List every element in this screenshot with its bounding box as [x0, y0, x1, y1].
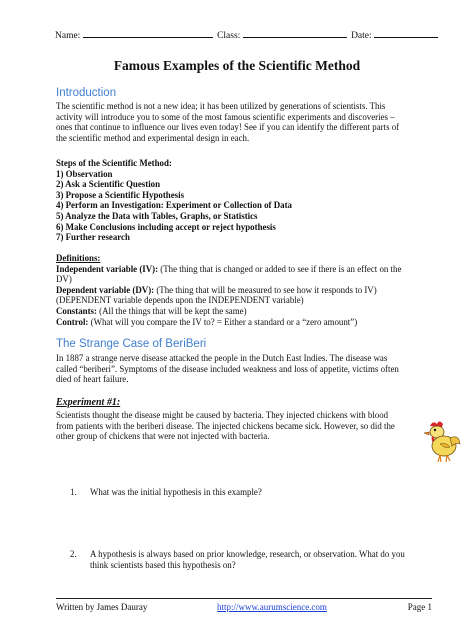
- step-item: 4) Perform an Investigation: Experiment or Collection of Data: [56, 200, 292, 211]
- text-line: ones that continue to influence our lives even today! See if you can identify the different parts of: [56, 122, 400, 133]
- introduction-heading: Introduction: [56, 87, 117, 99]
- name-blank[interactable]: [83, 28, 213, 38]
- question-text: A hypothesis is always based on prior knowledge, research, or observation. What do you: [90, 549, 405, 559]
- step-item: 6) Make Conclusions including accept or reject hypothesis: [56, 221, 276, 232]
- page-title: Famous Examples of the Scientific Method: [113, 58, 361, 73]
- text-line: called “beriberi”. Symptoms of the disease included weakness and loss of appetite, victims often: [56, 363, 399, 374]
- question-number: 1.: [70, 487, 77, 497]
- introduction-text: [56, 101, 420, 143]
- text-line: activity will introduce you to some of the most famous scientific experiments and discoveries –: [56, 111, 395, 122]
- footer-author: Written by James Dauray: [56, 602, 148, 612]
- student-info-header: [55, 28, 432, 41]
- dv-definition-cont: (DEPENDENT variable depends upon the INDEPENDENT variable): [56, 295, 304, 306]
- date-label: Date:: [351, 31, 372, 41]
- name-label: Name:: [55, 31, 81, 41]
- text-line: died of heart failure.: [56, 374, 129, 385]
- dv-definition: (The thing that will be measured to see how it responds to IV): [154, 284, 377, 295]
- class-blank[interactable]: [243, 28, 347, 38]
- step-item: 1) Observation: [56, 168, 113, 179]
- iv-definition: (The thing that is changed or added to see if there is an effect on the: [158, 263, 402, 274]
- step-item: 3) Propose a Scientific Hypothesis: [56, 189, 185, 200]
- constants-definition: (All the things that will be kept the same): [96, 305, 247, 316]
- steps-heading: Steps of the Scientific Method:: [56, 158, 172, 168]
- control-term: Control:: [56, 316, 89, 327]
- footer-divider: [56, 598, 432, 599]
- footer-page-number: Page 1: [407, 602, 432, 612]
- class-label: Class:: [217, 31, 241, 41]
- dv-term: Dependent variable (DV):: [56, 284, 155, 295]
- text-line: The scientific method is not a new idea; it has been utilized by generations of scientists. This: [56, 101, 386, 111]
- question-text: think scientists based this hypothesis on?: [90, 559, 236, 570]
- steps-list: [56, 158, 420, 243]
- text-line: the scientific method and experimental design in each.: [56, 132, 250, 143]
- step-item: 7) Further research: [56, 232, 130, 243]
- experiment-1-heading: Experiment #1:: [56, 397, 121, 408]
- iv-definition-cont: DV): [56, 274, 72, 285]
- text-line: other group of chickens that were not injected with bacteria.: [56, 431, 270, 442]
- question-number: 2.: [70, 549, 77, 559]
- definitions-block: [56, 253, 420, 327]
- date-blank[interactable]: [374, 28, 438, 38]
- constants-term: Constants:: [56, 305, 97, 316]
- text-line: Scientists thought the disease might be caused by bacteria. They injected chickens with blood: [56, 410, 389, 420]
- control-definition: (What will you compare the IV to? = Either a standard or a “zero amount”): [88, 316, 358, 327]
- chicken-icon: [420, 416, 462, 464]
- question-text: What was the initial hypothesis in this example?: [90, 487, 262, 497]
- beriberi-heading: The Strange Case of BeriBeri: [56, 338, 207, 350]
- text-line: from patients with the beriberi disease. The injected chickens became sick. However, so did the: [56, 420, 395, 431]
- experiment-1-text: [56, 410, 414, 442]
- definitions-heading: Definitions:: [56, 253, 101, 263]
- beriberi-text: [56, 353, 420, 385]
- iv-term: Independent variable (IV):: [56, 263, 159, 274]
- step-item: 5) Analyze the Data with Tables, Graphs, or Statistics: [56, 210, 258, 221]
- text-line: In 1887 a strange nerve disease attacked the people in the Dutch East Indies. The disease was: [56, 353, 388, 363]
- step-item: 2) Ask a Scientific Question: [56, 179, 161, 190]
- footer-link[interactable]: http://www.aurumscience.com: [217, 602, 327, 612]
